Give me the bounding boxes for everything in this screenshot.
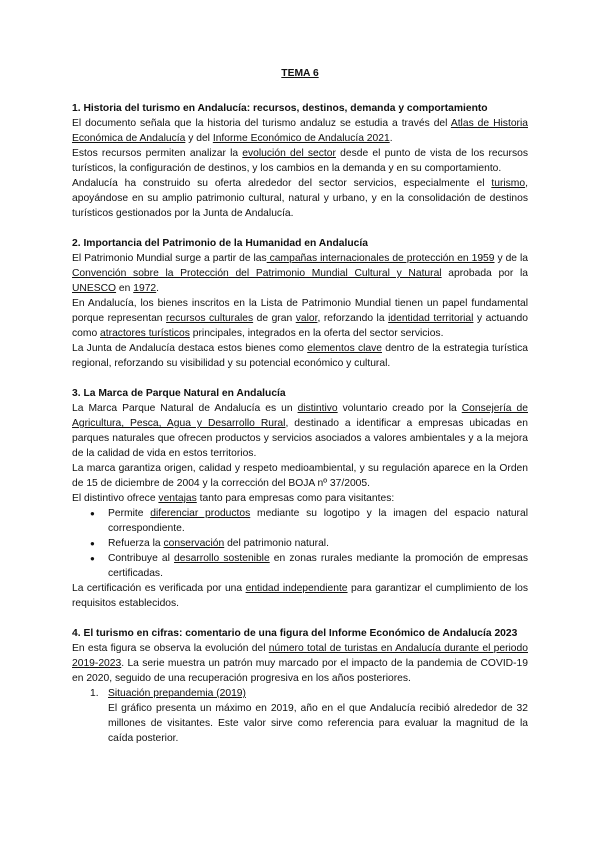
list-number: 1.	[90, 688, 99, 699]
list-item: ● Permite diferenciar productos mediante su logotipo y la imagen del espacio natural correspondiente.	[108, 506, 528, 536]
section-3-paragraph-2: La marca garantiza origen, calidad y respeto medioambiental, y su regulación aparece en la Orden de 15 de diciembre de 2004 y la corrección del BOJA nº 37/2005.	[72, 463, 528, 489]
section-3	[72, 386, 528, 611]
section-1-heading: 1. Historia del turismo en Andalucía: recursos, destinos, demanda y comportamiento	[72, 103, 488, 114]
section-1-paragraph-2: Estos recursos permiten analizar la evolución del sector desde el punto de vista de los recursos turísticos, la configuración de destinos, y los cambios en la demanda y en su comportamiento.	[72, 148, 528, 174]
list-item	[90, 686, 528, 746]
list-item: ● Refuerza la conservación del patrimonio natural.	[108, 536, 528, 551]
section-3-heading: 3. La Marca de Parque Natural en Andalucía	[72, 388, 286, 399]
section-2-heading: 2. Importancia del Patrimonio de la Humanidad en Andalucía	[72, 238, 369, 249]
section-3-paragraph-1: La Marca Parque Natural de Andalucía es un distintivo voluntario creado por la Consejería de Agricultura, Pesca, Agua y Desarrollo Rural, destinado a identificar a empresas ubicadas en parques naturales que ofrecen productos y servicios asociados a valores ambientales y a la mejora de la calidad de vida en estos territorios.	[72, 403, 528, 459]
section-1-paragraph-1: El documento señala que la historia del turismo andaluz se estudia a través del Atlas de Historia Económica de Andalucía y del Informe Económico de Andalucía 2021.	[72, 118, 528, 144]
section-3-paragraph-4: La certificación es verificada por una entidad independiente para garantizar el cumplimiento de los requisitos establecidos.	[72, 583, 528, 609]
section-4-heading: 4. El turismo en cifras: comentario de una figura del Informe Económico de Andalucía 2023	[72, 628, 518, 639]
list-item-text: El gráfico presenta un máximo en 2019, año en el que Andalucía recibió alrededor de 32 millones de visitantes. Este valor sirve como referencia para evaluar la magnitud de la caída posterior.	[108, 703, 528, 744]
page-title: TEMA 6	[281, 68, 319, 79]
section-2-paragraph-3: La Junta de Andalucía destaca estos bienes como elementos clave dentro de la estrategia turística regional, reforzando su visibilidad y su potencial económico y cultural.	[72, 343, 528, 369]
section-3-paragraph-3: El distintivo ofrece ventajas tanto para empresas como para visitantes:	[72, 493, 395, 504]
numbered-list	[72, 686, 528, 746]
document-page	[72, 66, 528, 761]
section-1-paragraph-3: Andalucía ha construido su oferta alrededor del sector servicios, especialmente el turismo, apoyándose en su amplio patrimonio cultural, natural y urbano, y en la consolidación de destinos turísticos gestionados por la Junta de Andalucía.	[72, 178, 528, 219]
section-2-paragraph-2: En Andalucía, los bienes inscritos en la Lista de Patrimonio Mundial tienen un papel fundamental porque representan recursos culturales de gran valor, reforzando la identidad territorial y actuando como atractores turísticos principales, integrados en la oferta del sector servicios.	[72, 298, 528, 339]
section-1	[72, 101, 528, 221]
section-2-paragraph-1: El Patrimonio Mundial surge a partir de las campañas internacionales de protección en 1959 y de la Convención sobre la Protección del Patrimonio Mundial Cultural y Natural aprobada por la UNESCO en 1972.	[72, 253, 529, 294]
section-4-paragraph-1: En esta figura se observa la evolución del número total de turistas en Andalucía durante el periodo 2019-2023. La serie muestra un patrón muy marcado por el impacto de la pandemia de COVID-19 en 2020, seguido de una recuperación progresiva en los años posteriores.	[72, 643, 528, 684]
list-item: ● Contribuye al desarrollo sostenible en zonas rurales mediante la promoción de empresas certificadas.	[108, 551, 528, 581]
section-4	[72, 626, 528, 746]
advantages-list	[72, 506, 528, 581]
section-2	[72, 236, 528, 371]
list-item-title: Situación prepandemia (2019)	[108, 688, 246, 699]
